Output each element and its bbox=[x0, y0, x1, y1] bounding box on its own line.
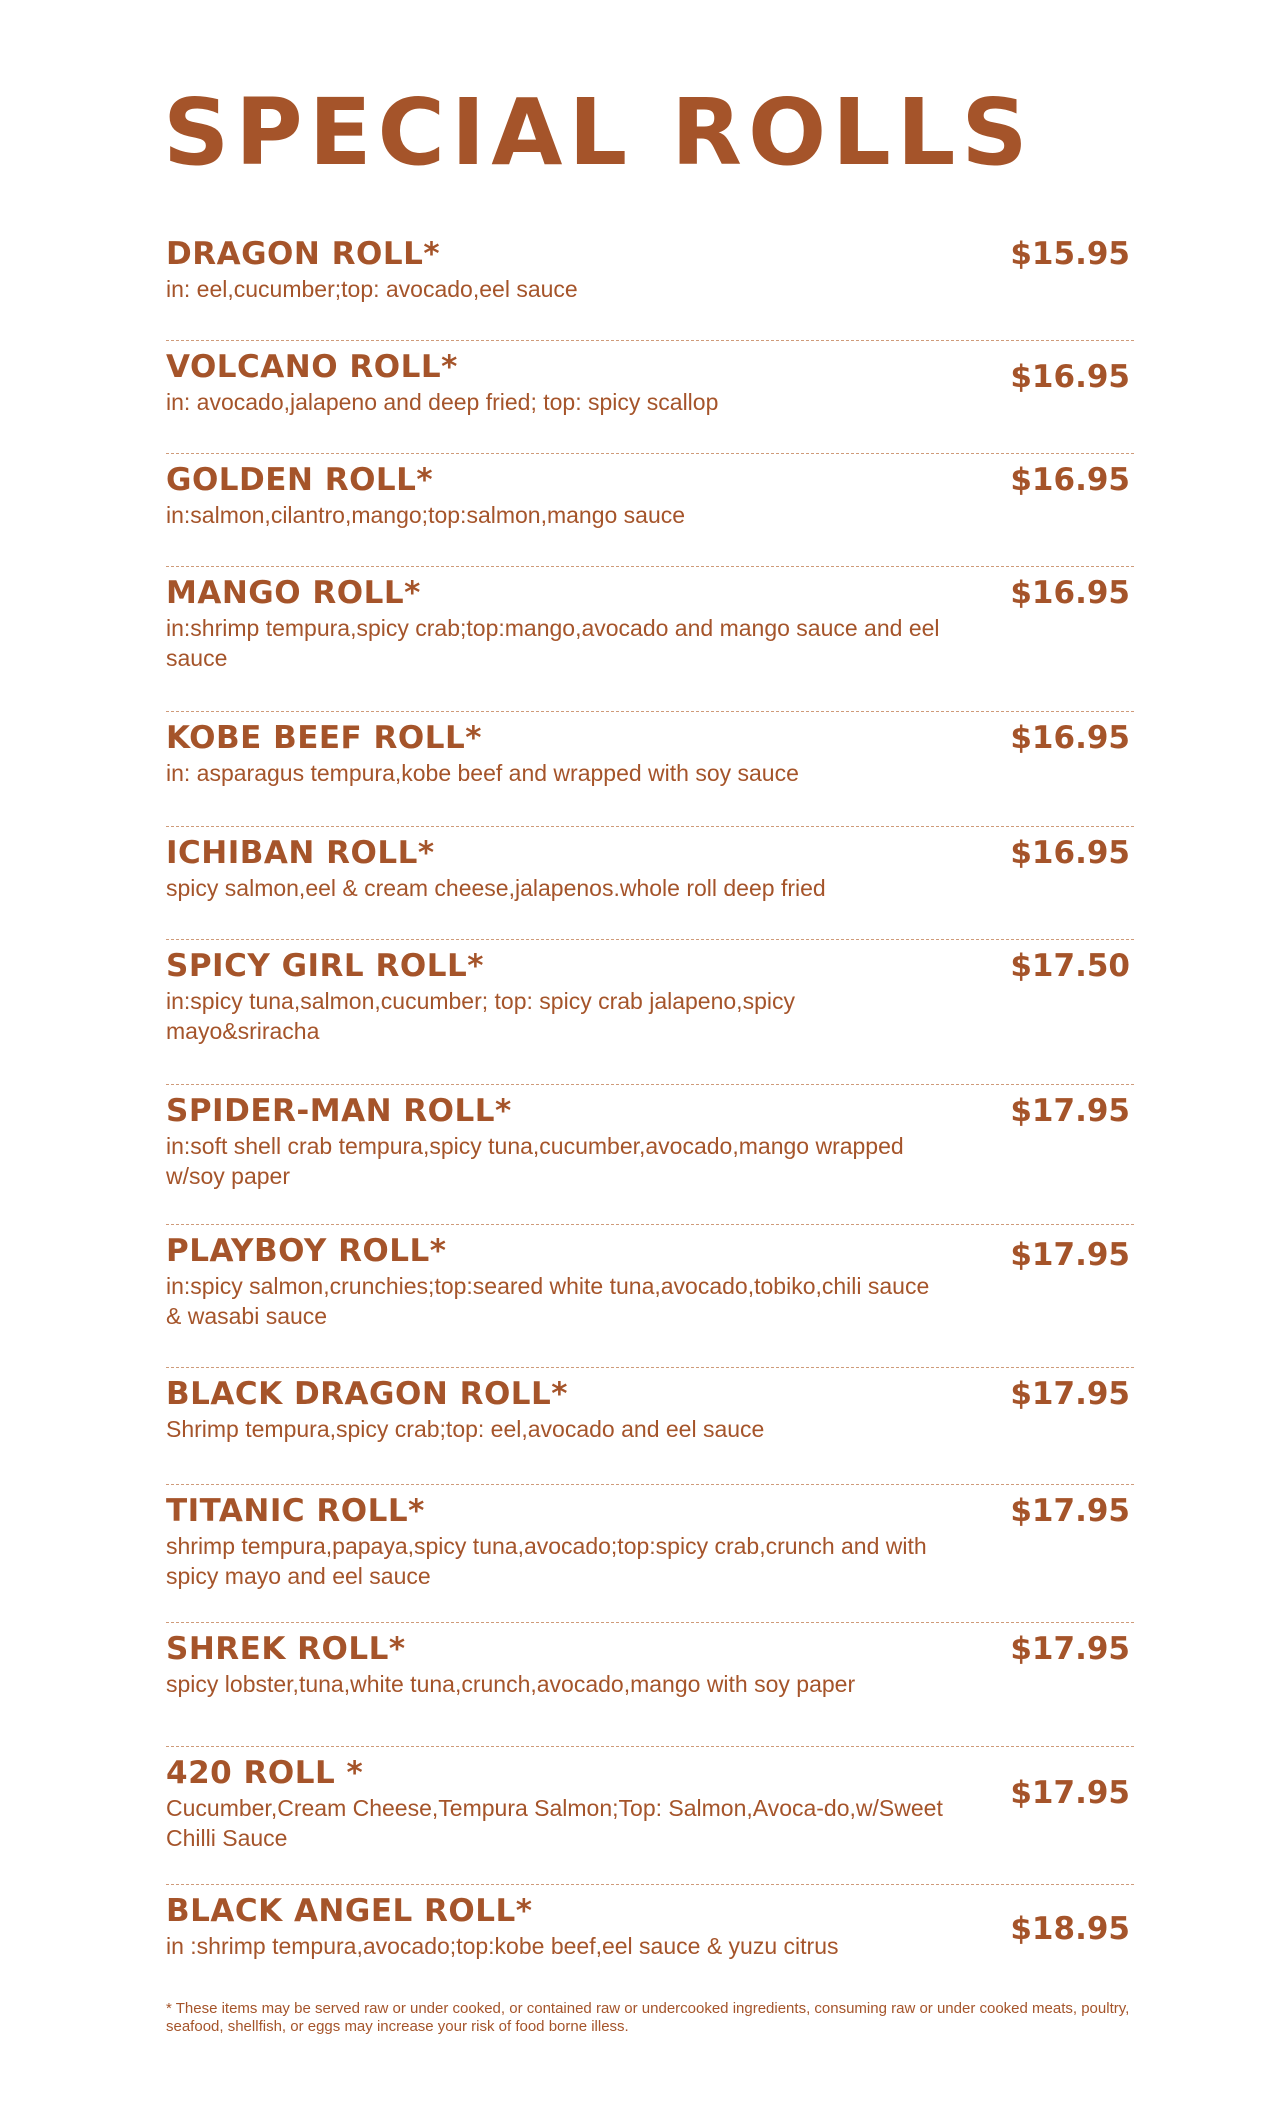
item-name: ICHIBAN ROLL* bbox=[166, 835, 435, 871]
page-title: SPECIAL ROLLS bbox=[163, 79, 1034, 186]
item-description: in :shrimp tempura,avocado;top:kobe beef,eel sauce & yuzu citrus bbox=[166, 1933, 839, 1959]
item-name: BLACK DRAGON ROLL* bbox=[166, 1376, 569, 1412]
item-description: in: eel,cucumber;top: avocado,eel sauce bbox=[166, 276, 578, 302]
item-name: VOLCANO ROLL* bbox=[166, 349, 458, 385]
item-description: Cucumber,Cream Cheese,Tempura Salmon;Top: Salmon,Avoca-do,w/Sweet Chilli Sauce bbox=[166, 1795, 943, 1851]
item-price: $17.95 bbox=[1010, 1376, 1130, 1412]
item-description: in:spicy tuna,salmon,cucumber; top: spicy crab jalapeno,spicy mayo&sriracha bbox=[166, 988, 795, 1044]
item-name: PLAYBOY ROLL* bbox=[166, 1233, 447, 1269]
item-description: in: avocado,jalapeno and deep fried; top: spicy scallop bbox=[166, 389, 719, 415]
menu-item bbox=[166, 827, 1134, 940]
item-description: in:salmon,cilantro,mango;top:salmon,mango sauce bbox=[166, 502, 686, 528]
item-price: $17.50 bbox=[1010, 948, 1130, 984]
item-price: $16.95 bbox=[1010, 575, 1130, 611]
item-description: spicy salmon,eel & cream cheese,jalapenos.whole roll deep fried bbox=[166, 875, 826, 901]
menu-item bbox=[166, 1368, 1134, 1485]
item-price: $17.95 bbox=[1010, 1093, 1130, 1129]
menu-item bbox=[166, 341, 1134, 454]
item-price: $18.95 bbox=[1010, 1911, 1130, 1947]
item-price: $17.95 bbox=[1010, 1493, 1130, 1529]
item-description: Shrimp tempura,spicy crab;top: eel,avocado and eel sauce bbox=[166, 1416, 765, 1442]
menu-item bbox=[166, 712, 1134, 827]
footnote: * These items may be served raw or under cooked, or contained raw or undercooked ingredients, consuming raw or under cooked meats, poultry, seafood, shellfish, or eggs may increase your risk of food borne illess. bbox=[166, 2000, 1130, 2035]
item-name: DRAGON ROLL* bbox=[166, 236, 441, 272]
item-price: $16.95 bbox=[1010, 720, 1130, 756]
menu-item bbox=[166, 1885, 1134, 1995]
menu-item bbox=[166, 1485, 1134, 1623]
item-name: MANGO ROLL* bbox=[166, 575, 421, 611]
item-price: $17.95 bbox=[1010, 1631, 1130, 1667]
item-price: $16.95 bbox=[1010, 835, 1130, 871]
menu-item bbox=[166, 1623, 1134, 1747]
menu-item bbox=[166, 567, 1134, 712]
menu-item bbox=[166, 1747, 1134, 1885]
menu-item bbox=[166, 1085, 1134, 1225]
item-description: in:soft shell crab tempura,spicy tuna,cucumber,avocado,mango wrapped w/soy paper bbox=[166, 1133, 904, 1189]
item-name: SHREK ROLL* bbox=[166, 1631, 406, 1667]
menu-item bbox=[166, 454, 1134, 567]
menu-list bbox=[166, 228, 1134, 1995]
menu-item bbox=[166, 228, 1134, 341]
item-name: SPIDER-MAN ROLL* bbox=[166, 1093, 512, 1129]
item-name: GOLDEN ROLL* bbox=[166, 462, 434, 498]
item-description: shrimp tempura,papaya,spicy tuna,avocado;top:spicy crab,crunch and with spicy mayo and eel sauce bbox=[166, 1533, 927, 1589]
item-price: $17.95 bbox=[1010, 1775, 1130, 1811]
item-name: TITANIC ROLL* bbox=[166, 1493, 425, 1529]
item-description: in:spicy salmon,crunchies;top:seared white tuna,avocado,tobiko,chili sauce & wasabi sauce bbox=[166, 1273, 930, 1329]
item-name: SPICY GIRL ROLL* bbox=[166, 948, 484, 984]
item-description: in: asparagus tempura,kobe beef and wrapped with soy sauce bbox=[166, 760, 799, 786]
item-price: $17.95 bbox=[1010, 1237, 1130, 1273]
item-name: BLACK ANGEL ROLL* bbox=[166, 1893, 533, 1929]
item-name: KOBE BEEF ROLL* bbox=[166, 720, 482, 756]
item-price: $15.95 bbox=[1010, 236, 1130, 272]
menu-item bbox=[166, 1225, 1134, 1368]
item-name: 420 ROLL * bbox=[166, 1755, 364, 1791]
item-price: $16.95 bbox=[1010, 359, 1130, 395]
item-price: $16.95 bbox=[1010, 462, 1130, 498]
item-description: spicy lobster,tuna,white tuna,crunch,avocado,mango with soy paper bbox=[166, 1671, 856, 1697]
item-description: in:shrimp tempura,spicy crab;top:mango,avocado and mango sauce and eel sauce bbox=[166, 615, 940, 671]
menu-item bbox=[166, 940, 1134, 1085]
